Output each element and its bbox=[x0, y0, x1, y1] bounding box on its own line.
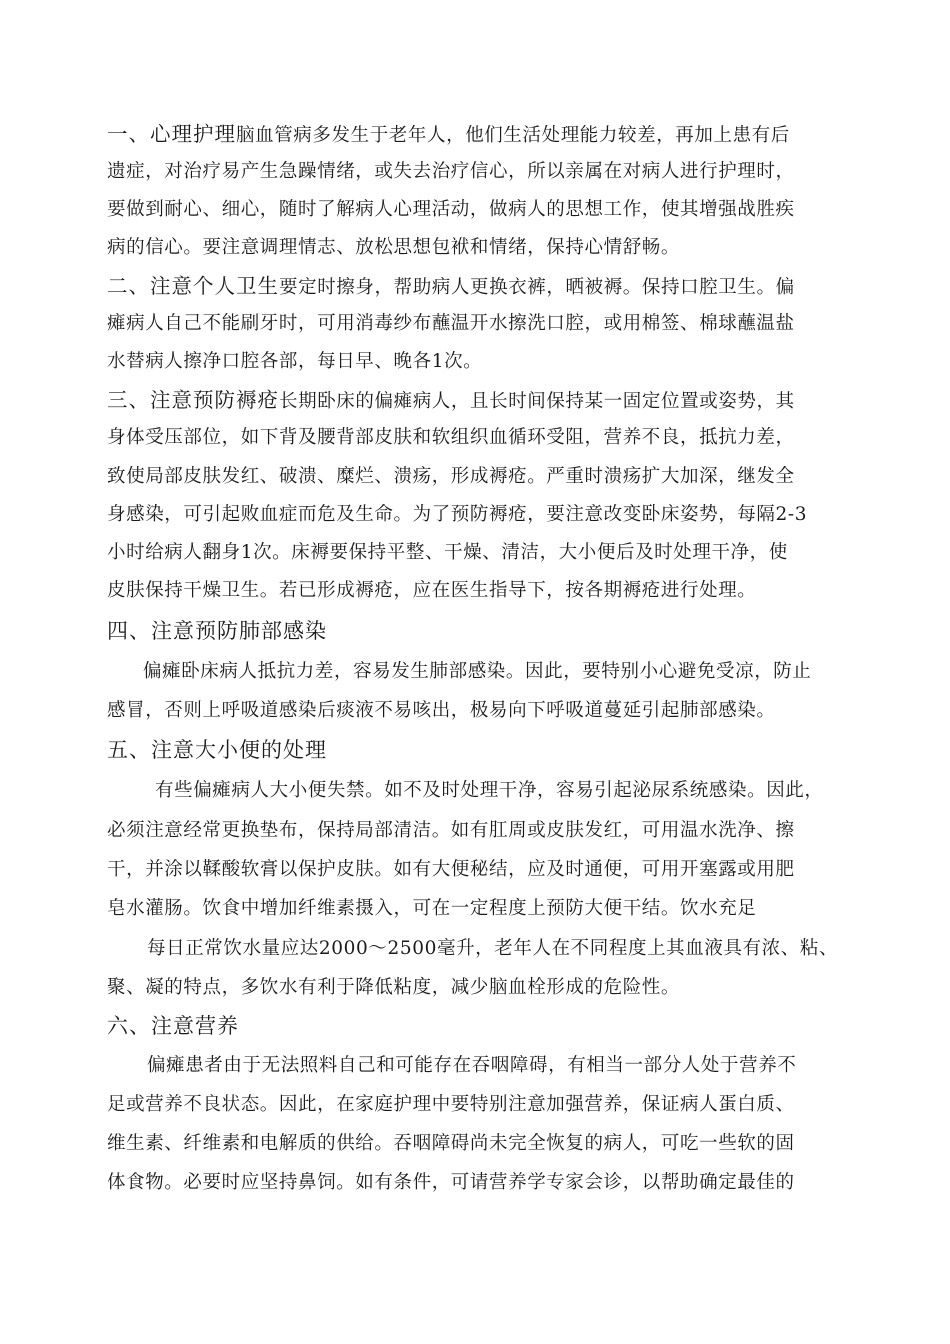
section-4-line-1: 偏瘫卧床病人抵抗力差，容易发生肺部感染。因此，要特别小心避免受凉，防止 bbox=[143, 661, 812, 682]
section-5-line-4: 皂水灌肠。饮食中增加纤维素摄入，可在一定程度上预防大便干结。饮水充足 bbox=[107, 898, 757, 919]
section-1-line-4: 病的信心。要注意调理情志、放松思想包袱和情绪，保持心情舒畅。 bbox=[107, 237, 681, 258]
section-5-line-3: 干，并涂以鞣酸软膏以保护皮肤。如有大便秘结，应及时通便，可用开塞露或用肥 bbox=[107, 859, 795, 880]
section-2-heading: 二、注意个人卫生 bbox=[107, 274, 279, 298]
section-2-line-3: 水替病人擦净口腔各部，每日早、晚各1次。 bbox=[107, 351, 483, 372]
section-1-line-1: 脑血管病多发生于老年人，他们生活处理能力较差，再加上患有后 bbox=[236, 125, 790, 146]
section-3-line-2: 身体受压部位，如下背及腰背部皮肤和软组织血循环受阻，营养不良，抵抗力差， bbox=[107, 427, 795, 448]
section-1-heading: 一、心理护理 bbox=[107, 122, 236, 146]
section-5-line-6: 聚、凝的特点，多饮水有利于降低粘度，减少脑血栓形成的危险性。 bbox=[107, 977, 681, 998]
section-3-line-5: 小时给病人翻身1次。床褥要保持平整、干燥、清洁，大小便后及时处理干净，使 bbox=[107, 542, 788, 563]
section-5-line-2: 必须注意经常更换垫布，保持局部清洁。如有肛周或皮肤发红，可用温水洗净、擦 bbox=[107, 820, 795, 841]
section-4-heading: 四、注意预防肺部感染 bbox=[107, 619, 327, 643]
section-5-line-5: 每日正常饮水量应达2000～2500毫升，老年人在不同程度上其血液具有浓、粘、 bbox=[147, 938, 839, 959]
section-5-heading: 五、注意大小便的处理 bbox=[107, 738, 327, 762]
section-1-first-line bbox=[107, 122, 790, 148]
section-3-first-line bbox=[107, 388, 795, 414]
section-3-line-1: 长期卧床的偏瘫病人，且长时间保持某一固定位置或姿势，其 bbox=[279, 391, 795, 412]
section-2-line-2: 瘫病人自己不能刷牙时，可用消毒纱布蘸温开水擦洗口腔，或用棉签、棉球蘸温盐 bbox=[107, 313, 795, 334]
section-1-line-2: 遗症，对治疗易产生急躁情绪，或失去治疗信心，所以亲属在对病人进行护理时， bbox=[107, 161, 795, 182]
section-2-line-1: 要定时擦身，帮助病人更换衣裤，晒被褥。保持口腔卫生。偏 bbox=[279, 277, 795, 298]
section-5-line-1: 有些偏瘫病人大小便失禁。如不及时处理干净，容易引起泌尿系统感染。因此， bbox=[155, 780, 824, 801]
section-2-first-line bbox=[107, 274, 795, 300]
section-3-line-6: 皮肤保持干燥卫生。若已形成褥疮，应在医生指导下，按各期褥疮进行处理。 bbox=[107, 580, 757, 601]
section-6-line-4: 体食物。必要时应坚持鼻饲。如有条件，可请营养学专家会诊，以帮助确定最佳的 bbox=[107, 1172, 795, 1193]
section-3-heading: 三、注意预防褥疮 bbox=[107, 388, 279, 412]
section-3-line-3: 致使局部皮肤发红、破溃、糜烂、溃疡，形成褥疮。严重时溃疡扩大加深，继发全 bbox=[107, 466, 795, 487]
section-6-line-2: 足或营养不良状态。因此，在家庭护理中要特别注意加强营养，保证病人蛋白质、 bbox=[107, 1094, 795, 1115]
section-1-line-3: 要做到耐心、细心，随时了解病人心理活动，做病人的思想工作，使其增强战胜疾 bbox=[107, 199, 795, 220]
section-6-heading: 六、注意营养 bbox=[107, 1014, 239, 1038]
section-6-line-3: 维生素、纤维素和电解质的供给。吞咽障碍尚未完全恢复的病人，可吃一些软的固 bbox=[107, 1133, 795, 1154]
section-4-line-2: 感冒，否则上呼吸道感染后痰液不易咳出，极易向下呼吸道蔓延引起肺部感染。 bbox=[107, 700, 776, 721]
section-3-line-4: 身感染，可引起败血症而危及生命。为了预防褥疮，要注意改变卧床姿势，每隔2-3 bbox=[107, 504, 808, 525]
section-6-line-1: 偏瘫患者由于无法照料自己和可能存在吞咽障碍，有相当一部分人处于营养不 bbox=[147, 1055, 797, 1076]
